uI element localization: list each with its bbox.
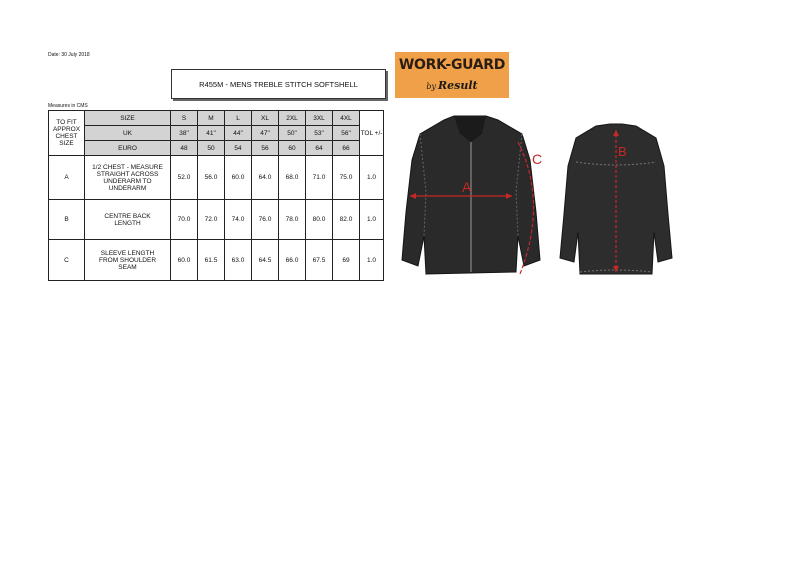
row-code: B xyxy=(49,200,85,240)
tol-label: TOL +/- xyxy=(360,129,383,137)
size-header: 3XL xyxy=(306,111,333,126)
uk-size: 47" xyxy=(252,126,279,141)
marker-a: A xyxy=(462,179,472,195)
uk-label: UK xyxy=(85,126,171,141)
measure-cell: 61.5 xyxy=(198,240,225,281)
uk-size: 38" xyxy=(171,126,198,141)
size-header: XL xyxy=(252,111,279,126)
measure-cell: 63.0 xyxy=(225,240,252,281)
row-label: 1/2 CHEST - MEASURE STRAIGHT ACROSS UNDERARM TO UNDERARM xyxy=(85,156,171,200)
euro-size: 64 xyxy=(306,141,333,156)
measure-cell: 69 xyxy=(333,240,360,281)
product-title-box xyxy=(171,69,386,99)
marker-c: C xyxy=(532,151,543,167)
measure-cell: 67.5 xyxy=(306,240,333,281)
tol-label-cell xyxy=(360,111,384,156)
logo-byline xyxy=(395,79,509,92)
measure-cell: 52.0 xyxy=(171,156,198,200)
measure-cell: 71.0 xyxy=(306,156,333,200)
euro-label: EURO xyxy=(85,141,171,156)
marker-b: B xyxy=(618,144,627,159)
table-row xyxy=(49,240,384,281)
measure-cell: 80.0 xyxy=(306,200,333,240)
size-label-cell xyxy=(85,111,171,126)
logo-wordmark: WORK-GUARD xyxy=(398,57,506,73)
uk-size: 41" xyxy=(198,126,225,141)
measure-cell: 60.0 xyxy=(225,156,252,200)
measure-cell: 72.0 xyxy=(198,200,225,240)
fit-label-cell xyxy=(49,111,85,156)
euro-size: 50 xyxy=(198,141,225,156)
table-row xyxy=(49,156,384,200)
uk-size: 53" xyxy=(306,126,333,141)
measure-cell: 66.0 xyxy=(279,240,306,281)
work-guard-logo xyxy=(395,52,509,98)
fit-label: TO FIT APPROX CHEST SIZE xyxy=(52,119,81,147)
logo-by: by xyxy=(426,82,437,91)
euro-size: 60 xyxy=(279,141,306,156)
row-code: A xyxy=(49,156,85,200)
measure-cell: 74.0 xyxy=(225,200,252,240)
measure-cell: 76.0 xyxy=(252,200,279,240)
euro-size: 48 xyxy=(171,141,198,156)
size-header: L xyxy=(225,111,252,126)
euro-size: 56 xyxy=(252,141,279,156)
measure-cell: 56.0 xyxy=(198,156,225,200)
uk-size: 50" xyxy=(279,126,306,141)
size-header: 4XL xyxy=(333,111,360,126)
uk-size: 56" xyxy=(333,126,360,141)
measure-cell: 64.5 xyxy=(252,240,279,281)
jacket-front-image xyxy=(396,112,546,282)
document-date: Date: 30 July 2018 xyxy=(48,52,90,58)
measures-note: Measures in CMS xyxy=(48,103,88,109)
tol-cell: 1.0 xyxy=(360,240,384,281)
logo-brand: Result xyxy=(438,79,478,92)
tol-cell: 1.0 xyxy=(360,200,384,240)
measure-cell: 82.0 xyxy=(333,200,360,240)
row-label: CENTRE BACK LENGTH xyxy=(85,200,171,240)
size-chart-table xyxy=(48,110,384,281)
measure-cell: 68.0 xyxy=(279,156,306,200)
measure-cell: 64.0 xyxy=(252,156,279,200)
uk-size: 44" xyxy=(225,126,252,141)
product-title: R455M - MENS TREBLE STITCH SOFTSHELL xyxy=(199,79,358,89)
jacket-back-image xyxy=(556,122,676,282)
measure-cell: 78.0 xyxy=(279,200,306,240)
euro-size: 66 xyxy=(333,141,360,156)
measure-cell: 75.0 xyxy=(333,156,360,200)
size-label: SIZE xyxy=(120,114,135,122)
size-header: S xyxy=(171,111,198,126)
measure-cell: 70.0 xyxy=(171,200,198,240)
euro-size: 54 xyxy=(225,141,252,156)
measure-cell: 60.0 xyxy=(171,240,198,281)
tol-cell: 1.0 xyxy=(360,156,384,200)
row-label: SLEEVE LENGTH FROM SHOULDER SEAM xyxy=(85,240,171,281)
size-header: M xyxy=(198,111,225,126)
row-code: C xyxy=(49,240,85,281)
size-header: 2XL xyxy=(279,111,306,126)
table-row xyxy=(49,200,384,240)
